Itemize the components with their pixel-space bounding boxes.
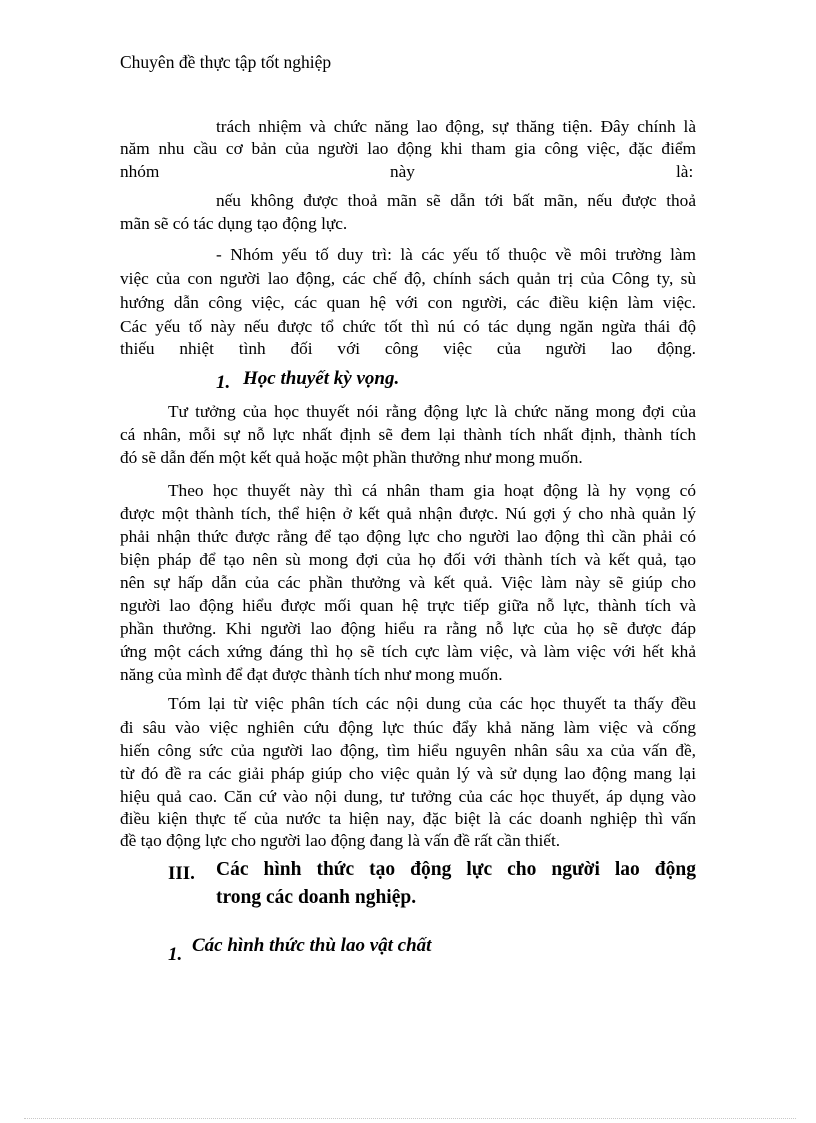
page-header: Chuyên đề thực tập tốt nghiệp [120,52,332,72]
paragraph-line: phần thưởng. Khi người lao động hiểu ra rằng nỗ lực của họ sẽ được đáp [120,619,696,638]
paragraph-line: đó sẽ dẫn đến một kết quả hoặc một phần thưởng như mong muốn. [120,448,583,467]
chapter-heading-line2: trong các doanh nghiệp. [216,887,417,908]
paragraph-line: nếu không được thoả mãn sẽ dẫn tới bất mãn, nếu được thoả [216,191,696,210]
paragraph-line: năm nhu cầu cơ bản của người lao động khi tham gia công việc, đặc điểm [120,139,696,158]
section-heading: Các hình thức thù lao vật chất [192,935,432,956]
section-number: 1. [216,372,231,393]
paragraph-line: biện pháp để tạo nên sù mong đợi của họ đối với thành tích và kết quả, tạo [120,550,696,569]
paragraph-line: Tóm lại từ việc phân tích các nội dung của các học thuyết ta thấy đều [168,694,696,713]
section-heading: Học thuyết kỳ vọng. [243,368,400,389]
paragraph-line: năng của mình để đạt được thành tích như mong muốn. [120,665,503,684]
paragraph-line: việc của con người lao động, các chế độ, chính sách quản trị của Công ty, sù [120,269,696,288]
paragraph-word: này [390,162,415,181]
paragraph-line: điều kiện thực tế của nước ta hiện nay, đặc biệt là các doanh nghiệp thì vấn [120,809,696,828]
paragraph-line: thiếu nhiệt tình đối với công việc của người lao động. [120,339,696,358]
paragraph-line: nên sự hấp dẫn của các phần thưởng và kết quả. Việc làm này sẽ giúp cho [120,573,696,592]
paragraph-line: - Nhóm yếu tố duy trì: là các yếu tố thuộc về môi trường làm [216,245,696,264]
paragraph-line: Theo học thuyết này thì cá nhân tham gia hoạt động là hy vọng có [168,481,696,500]
paragraph-line: Các yếu tố này nếu được tổ chức tốt thì nú có tác dụng ngăn ngừa thái độ [120,317,696,336]
paragraph-line: cá nhân, mỗi sự nỗ lực nhất định sẽ đem lại thành tích nhất định, thành tích [120,425,696,444]
chapter-number: III. [168,863,195,884]
paragraph-line: đề tạo động lực cho người lao động đang là vấn đề rất cần thiết. [120,831,561,850]
paragraph-line: hiến công sức của người lao động, tìm hiểu nguyên nhân sâu xa của vấn đề, [120,741,696,760]
paragraph-line: phải nhận thức được rằng để tạo động lực cho người lao động thì cần phải có [120,527,696,546]
paragraph-line: được một thành tích, thể hiện ở kết quả nhận được. Nú gợi ý cho nhà quản lý [120,504,696,523]
paragraph-line: mãn sẽ có tác dụng tạo động lực. [120,214,348,233]
paragraph-line: từ đó đề ra các giải pháp giúp cho việc quản lý và sử dụng lao động mang lại [120,764,696,783]
paragraph-line: trách nhiệm và chức năng lao động, sự thăng tiện. Đây chính là [216,117,696,136]
paragraph-word: nhóm [120,162,160,181]
section-number: 1. [168,944,183,965]
paragraph-line: hướng dẫn công việc, các quan hệ với con người, các điều kiện làm việc. [120,293,696,312]
paragraph-line: Tư tưởng của học thuyết nói rằng động lực là chức năng mong đợi của [168,402,696,421]
paragraph-line: đi sâu vào việc nghiên cứu động lực thúc đẩy khả năng làm việc và cống [120,718,696,737]
page-bottom-rule [24,1118,796,1119]
chapter-heading-line1: Các hình thức tạo động lực cho người lao động [216,859,696,880]
paragraph-line: người lao động hiểu được mối quan hệ trực tiếp giữa nỗ lực, thành tích và [120,596,696,615]
paragraph-word: là: [676,162,694,181]
paragraph-line: ứng một cách xứng đáng thì họ sẽ tích cực làm việc, và làm việc với hết khả [120,642,696,661]
paragraph-line: hiệu quả cao. Căn cứ vào nội dung, tư tưởng của các học thuyết, áp dụng vào [120,787,696,806]
